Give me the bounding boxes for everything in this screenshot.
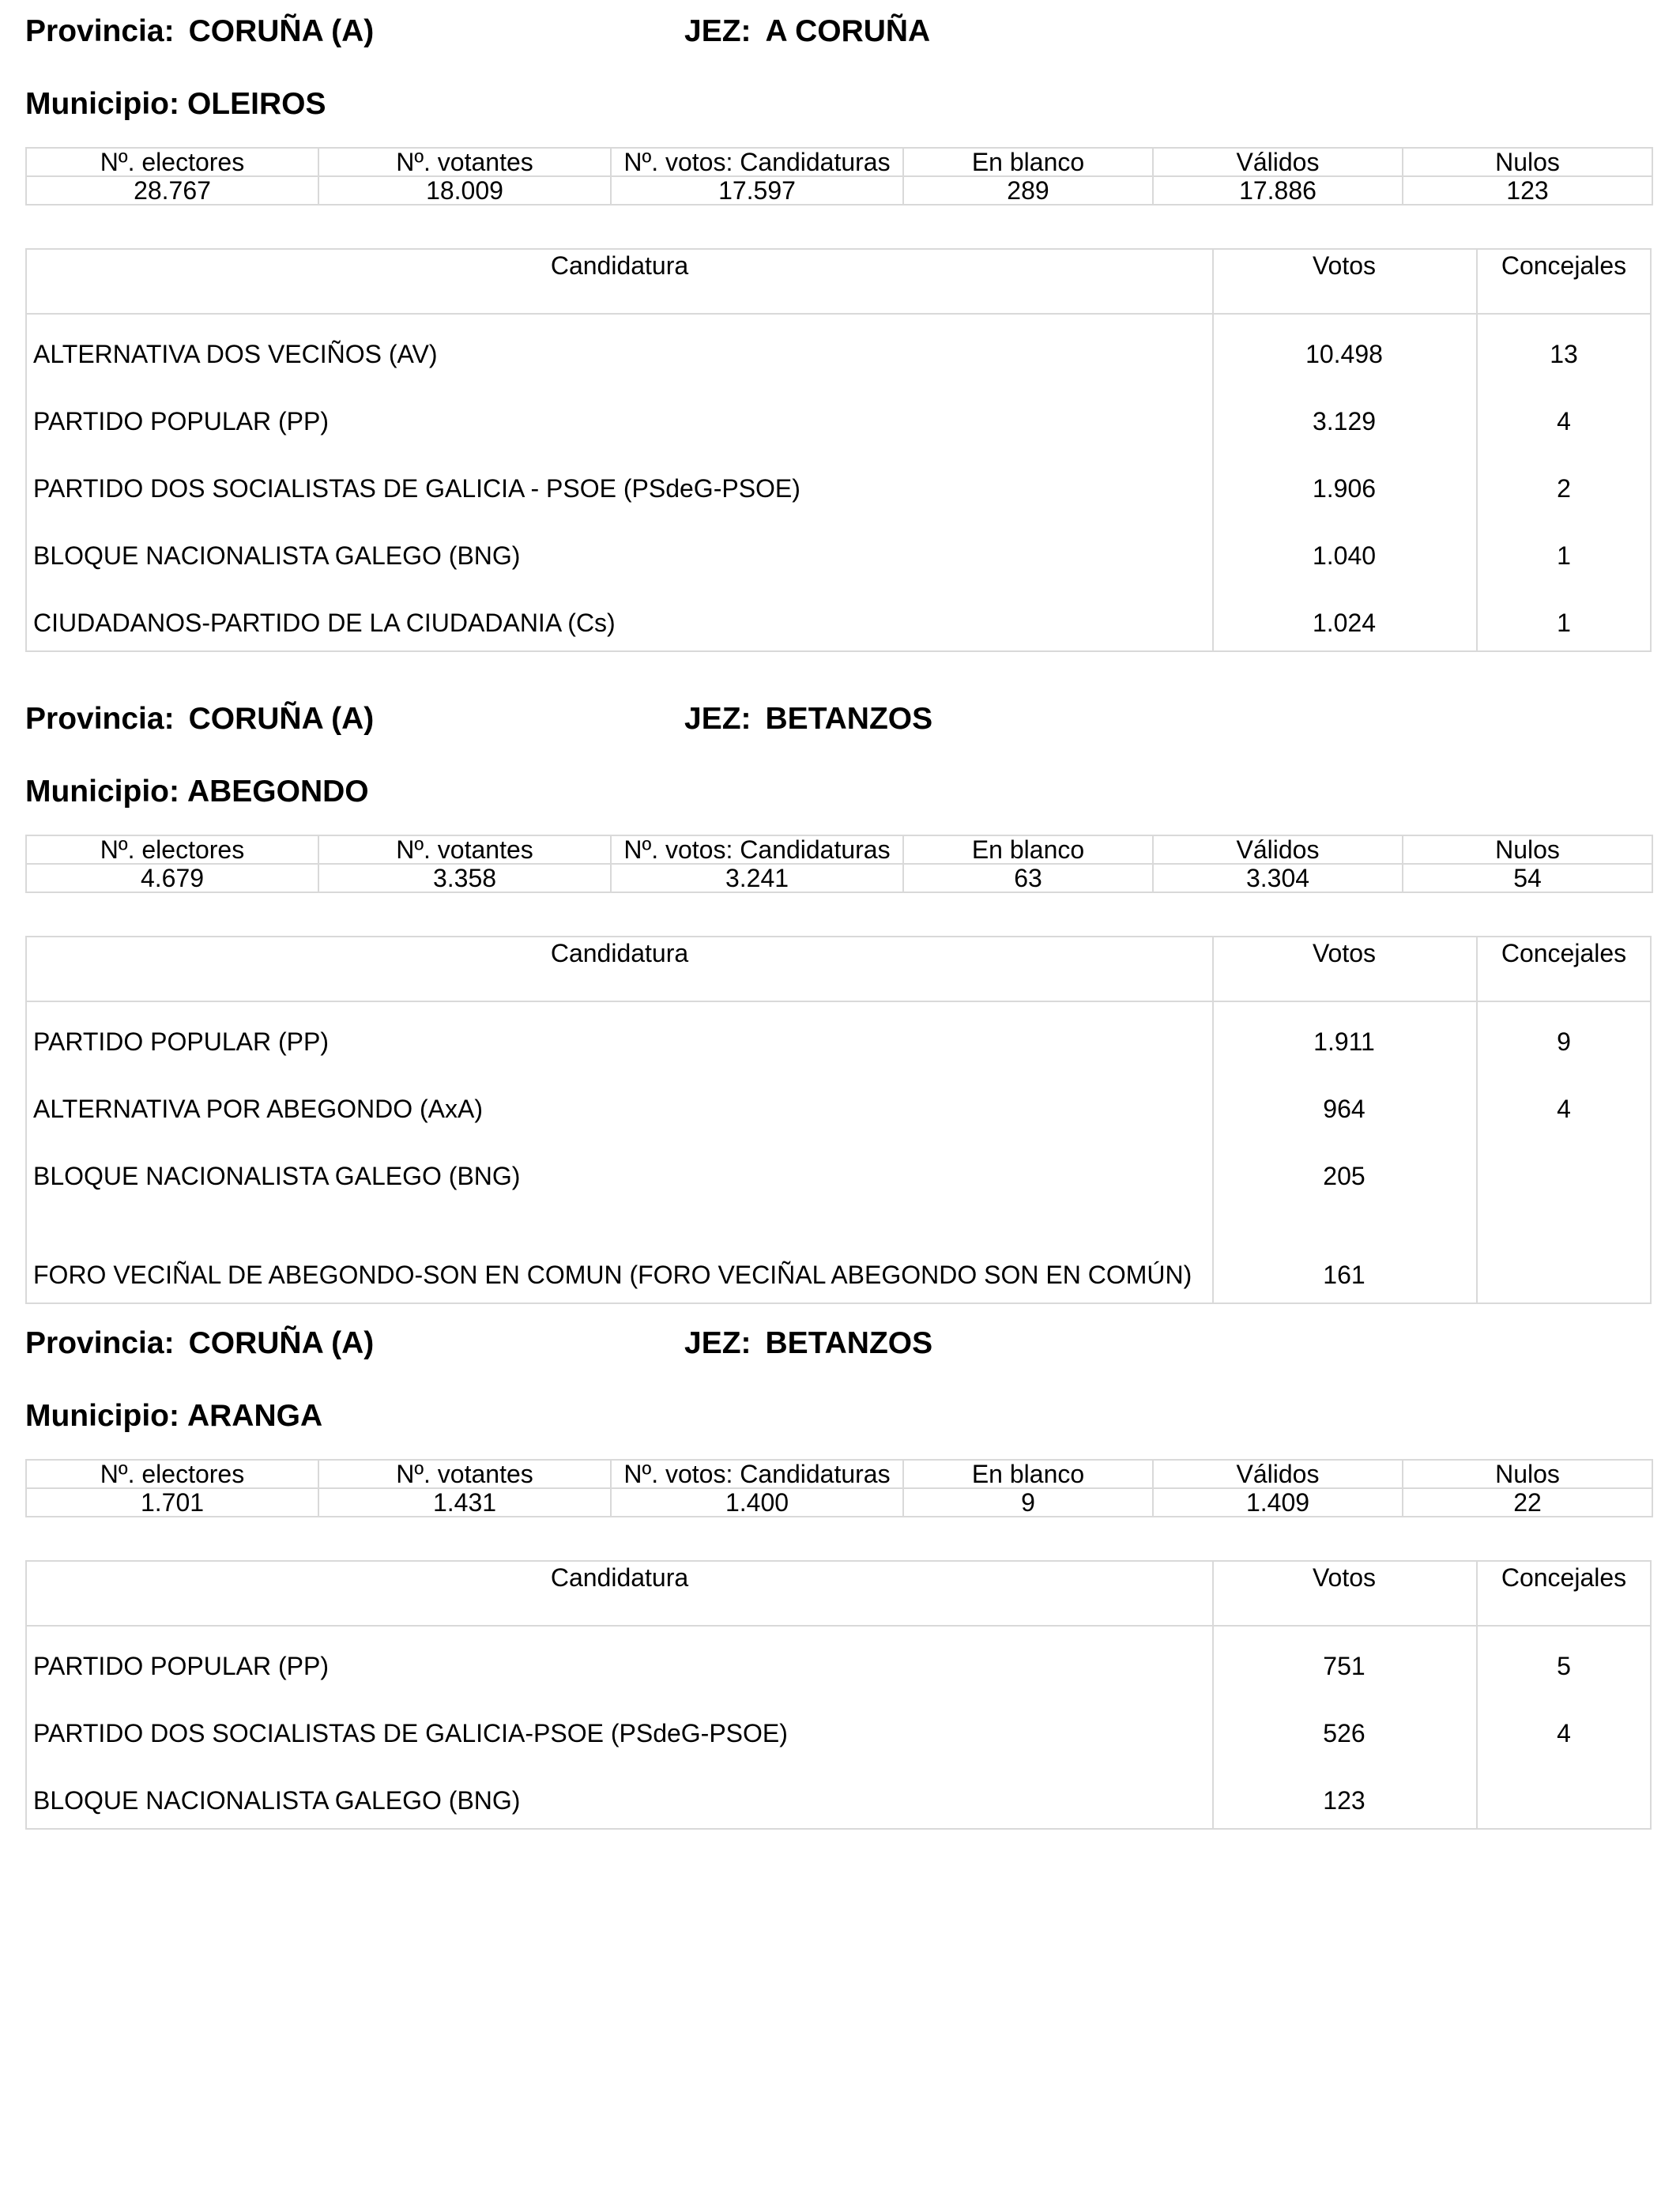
header-concejales: Concejales	[1501, 251, 1627, 280]
municipio-label: Municipio:	[25, 775, 179, 809]
candidatura-votos: 964	[1323, 1095, 1365, 1123]
header-votos-candidaturas: Nº. votos: Candidaturas	[611, 148, 903, 176]
provincia-line	[25, 14, 1652, 62]
candidaturas-header	[27, 937, 1650, 1002]
header-candidatura: Candidatura	[550, 939, 689, 967]
municipio-label: Municipio:	[25, 1399, 179, 1433]
jez	[684, 1326, 932, 1361]
table-row	[27, 1137, 1650, 1204]
provincia-label: Provincia:	[25, 14, 175, 48]
candidatura-concejales: 4	[1557, 1719, 1571, 1747]
candidatura-concejales: 13	[1550, 340, 1578, 368]
candidatura-votos: 10.498	[1305, 340, 1383, 368]
candidatura-votos: 1.911	[1313, 1027, 1375, 1056]
value-validos: 3.304	[1153, 864, 1403, 892]
candidatura-votos: 3.129	[1312, 407, 1377, 435]
municipio-value: OLEIROS	[186, 87, 326, 121]
header-concejales: Concejales	[1501, 939, 1627, 967]
value-electores: 4.679	[26, 864, 318, 892]
candidaturas-body	[27, 1627, 1650, 1828]
value-votantes: 3.358	[318, 864, 611, 892]
jez-value: BETANZOS	[765, 702, 933, 736]
header-candidatura: Candidatura	[550, 1563, 689, 1592]
table-row	[27, 449, 1650, 516]
value-votantes: 1.431	[318, 1488, 611, 1517]
value-nulos: 54	[1403, 864, 1652, 892]
header-en-blanco: En blanco	[903, 1460, 1153, 1488]
header-en-blanco: En blanco	[903, 835, 1153, 864]
provincia-value: CORUÑA (A)	[188, 14, 375, 48]
candidatura-name: CIUDADANOS-PARTIDO DE LA CIUDADANIA (Cs)	[33, 609, 616, 637]
summary-value-row	[26, 176, 1652, 205]
candidatura-concejales: 2	[1557, 474, 1571, 503]
candidatura-name: BLOQUE NACIONALISTA GALEGO (BNG)	[33, 1162, 521, 1190]
header-votantes: Nº. votantes	[318, 1460, 611, 1488]
candidatura-votos: 526	[1323, 1719, 1365, 1747]
candidatura-name: PARTIDO POPULAR (PP)	[33, 1652, 329, 1680]
table-row	[27, 1694, 1650, 1761]
value-electores: 1.701	[26, 1488, 318, 1517]
header-votantes: Nº. votantes	[318, 835, 611, 864]
header-votos: Votos	[1312, 251, 1377, 280]
jez-value: A CORUÑA	[765, 14, 931, 48]
summary-header-row	[26, 835, 1652, 864]
section-abegondo	[25, 702, 1652, 1289]
summary-header-row	[26, 1460, 1652, 1488]
summary-table	[25, 147, 1653, 205]
candidatura-concejales: 1	[1557, 609, 1571, 637]
candidatura-concejales: 4	[1557, 1095, 1571, 1123]
jez-label: JEZ:	[684, 702, 751, 736]
municipio	[25, 87, 326, 122]
table-row	[27, 1761, 1650, 1828]
municipio	[25, 775, 369, 809]
table-row	[27, 516, 1650, 583]
candidatura-votos: 161	[1323, 1261, 1365, 1289]
summary-table	[25, 1459, 1653, 1517]
value-electores: 28.767	[26, 176, 318, 205]
candidatura-votos: 1.024	[1312, 609, 1377, 637]
value-votos-candidaturas: 17.597	[611, 176, 903, 205]
candidatura-votos: 751	[1323, 1652, 1365, 1680]
header-validos: Válidos	[1153, 835, 1403, 864]
header-electores: Nº. electores	[26, 148, 318, 176]
candidatura-concejales: 4	[1557, 407, 1571, 435]
jez-label: JEZ:	[684, 1326, 751, 1360]
provincia-label: Provincia:	[25, 1326, 175, 1360]
provincia	[25, 14, 374, 49]
municipio	[25, 1399, 322, 1434]
candidatura-name: PARTIDO POPULAR (PP)	[33, 407, 329, 435]
value-votos-candidaturas: 1.400	[611, 1488, 903, 1517]
municipio-value: ABEGONDO	[186, 775, 369, 809]
value-en-blanco: 9	[903, 1488, 1153, 1517]
candidatura-name: PARTIDO POPULAR (PP)	[33, 1027, 329, 1056]
summary-table	[25, 835, 1653, 893]
candidaturas-table	[25, 936, 1652, 1304]
summary-value-row	[26, 1488, 1652, 1517]
candidatura-name: BLOQUE NACIONALISTA GALEGO (BNG)	[33, 1786, 521, 1815]
header-votos-candidaturas: Nº. votos: Candidaturas	[611, 1460, 903, 1488]
header-validos: Válidos	[1153, 1460, 1403, 1488]
header-nulos: Nulos	[1403, 148, 1652, 176]
jez	[684, 702, 932, 737]
summary-header-row	[26, 148, 1652, 176]
provincia-line	[25, 702, 1652, 749]
table-row	[27, 1002, 1650, 1069]
header-candidatura: Candidatura	[550, 251, 689, 280]
provincia-value: CORUÑA (A)	[188, 1326, 375, 1360]
candidatura-votos: 205	[1323, 1162, 1365, 1190]
candidaturas-table	[25, 248, 1652, 652]
jez-label: JEZ:	[684, 14, 751, 48]
jez-value: BETANZOS	[765, 1326, 933, 1360]
value-en-blanco: 289	[903, 176, 1153, 205]
candidatura-votos: 123	[1323, 1786, 1365, 1815]
header-votantes: Nº. votantes	[318, 148, 611, 176]
table-row	[27, 1204, 1650, 1302]
candidatura-concejales: 5	[1557, 1652, 1571, 1680]
header-electores: Nº. electores	[26, 835, 318, 864]
table-row	[27, 382, 1650, 449]
value-en-blanco: 63	[903, 864, 1153, 892]
municipio-label: Municipio:	[25, 87, 179, 121]
candidaturas-table	[25, 1560, 1652, 1830]
value-nulos: 123	[1403, 176, 1652, 205]
candidatura-votos: 1.906	[1312, 474, 1377, 503]
candidatura-name: FORO VECIÑAL DE ABEGONDO-SON EN COMUN (FORO VECIÑAL ABEGONDO SON EN COMÚN)	[33, 1261, 1192, 1289]
jez	[684, 14, 930, 49]
header-concejales: Concejales	[1501, 1563, 1627, 1592]
candidaturas-header	[27, 250, 1650, 315]
value-votantes: 18.009	[318, 176, 611, 205]
header-nulos: Nulos	[1403, 835, 1652, 864]
provincia	[25, 702, 374, 737]
header-votos: Votos	[1312, 1563, 1377, 1592]
candidatura-concejales: 1	[1557, 541, 1571, 570]
table-row	[27, 1627, 1650, 1694]
provincia-label: Provincia:	[25, 702, 175, 736]
candidaturas-body	[27, 1002, 1650, 1302]
provincia	[25, 1326, 374, 1361]
candidatura-votos: 1.040	[1312, 541, 1377, 570]
municipio-value: ARANGA	[186, 1399, 323, 1433]
candidaturas-body	[27, 315, 1650, 650]
section-aranga	[25, 1326, 1652, 1815]
table-row	[27, 583, 1650, 650]
section-oleiros	[25, 14, 1652, 637]
header-votos: Votos	[1312, 939, 1377, 967]
candidatura-name: ALTERNATIVA POR ABEGONDO (AxA)	[33, 1095, 483, 1123]
table-row	[27, 315, 1650, 382]
value-validos: 17.886	[1153, 176, 1403, 205]
header-electores: Nº. electores	[26, 1460, 318, 1488]
header-en-blanco: En blanco	[903, 148, 1153, 176]
provincia-value: CORUÑA (A)	[188, 702, 375, 736]
candidaturas-header	[27, 1562, 1650, 1627]
candidatura-concejales: 9	[1557, 1027, 1571, 1056]
provincia-line	[25, 1326, 1652, 1374]
table-row	[27, 1069, 1650, 1137]
value-votos-candidaturas: 3.241	[611, 864, 903, 892]
candidatura-name: ALTERNATIVA DOS VECIÑOS (AV)	[33, 340, 438, 368]
candidatura-name: PARTIDO DOS SOCIALISTAS DE GALICIA - PSOE (PSdeG-PSOE)	[33, 474, 800, 503]
header-nulos: Nulos	[1403, 1460, 1652, 1488]
candidatura-name: PARTIDO DOS SOCIALISTAS DE GALICIA-PSOE (PSdeG-PSOE)	[33, 1719, 788, 1747]
header-validos: Válidos	[1153, 148, 1403, 176]
value-nulos: 22	[1403, 1488, 1652, 1517]
summary-value-row	[26, 864, 1652, 892]
header-votos-candidaturas: Nº. votos: Candidaturas	[611, 835, 903, 864]
candidatura-name: BLOQUE NACIONALISTA GALEGO (BNG)	[33, 541, 521, 570]
value-validos: 1.409	[1153, 1488, 1403, 1517]
